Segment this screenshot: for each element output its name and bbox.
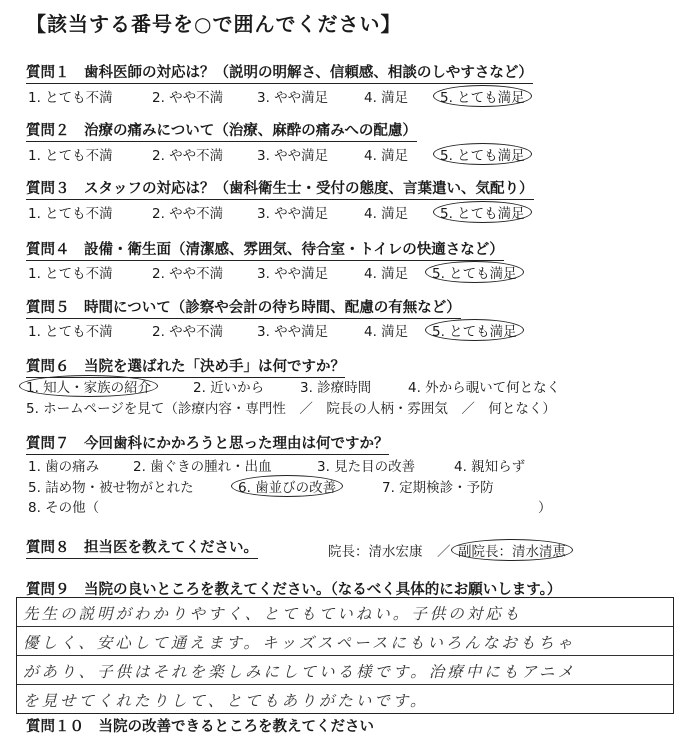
q7-option-6-circled: 6. 歯並びの改善	[231, 475, 343, 497]
q7-option-3: 3. 見た目の改善	[317, 459, 416, 475]
page-header: 【該当する番号を○で囲んでください】	[26, 12, 402, 36]
q3-option-3: 3. やや満足	[257, 206, 329, 222]
q7-option-2: 2. 歯ぐきの腫れ・出血	[133, 459, 272, 475]
q5-option-3: 3. やや満足	[257, 324, 329, 340]
q9-answer-line-1: 先生の説明がわかりやすく、とてもていねい。子供の対応も	[23, 605, 523, 623]
q8-separator: ／	[437, 544, 451, 560]
q4-option-3: 3. やや満足	[257, 266, 329, 282]
q4-option-1: 1. とても不満	[28, 266, 113, 282]
q3-option-5-circled: 5. とても満足	[433, 201, 532, 223]
q6-option-5: 5. ホームページを見て（診療内容・専門性 ／ 院長の人柄・雰囲気 ／ 何となく）	[26, 401, 556, 417]
q1-option-2: 2. やや不満	[152, 90, 224, 106]
q6-option-4: 4. 外から覗いて何となく	[408, 380, 561, 396]
q9-answer-box	[16, 597, 674, 714]
q4-title: 質問４ 設備・衛生面（清潔感、雰囲気、待合室・トイレの快適さなど）	[26, 238, 504, 261]
q6-option-1-circled: 1. 知人・家族の紹介	[19, 375, 158, 397]
q7-option-4: 4. 親知らず	[454, 459, 526, 475]
q9-ruled-line	[17, 626, 673, 627]
q8-title: 質問８ 担当医を教えてください。	[26, 536, 258, 559]
q6-title: 質問６ 当院を選ばれた「決め手」は何ですか？	[26, 355, 345, 378]
q2-option-5-circled: 5. とても満足	[433, 143, 532, 165]
q9-title: 質問９ 当院の良いところを教えてください。（なるべく具体的にお願いします。）	[26, 582, 562, 598]
q3-title: 質問３ スタッフの対応は？（歯科衛生士・受付の態度、言葉遣い、気配り）	[26, 177, 534, 200]
q7-option-5: 5. 詰め物・被せ物がとれた	[28, 480, 194, 496]
q9-answer-line-2: 優しく、安心して通えます。キッズスペースにもいろんなおもちゃ	[23, 634, 576, 652]
q3-option-2: 2. やや不満	[152, 206, 224, 222]
q2-title: 質問２ 治療の痛みについて（治療、麻酔の痛みへの配慮）	[26, 119, 417, 142]
q4-option-4: 4. 満足	[364, 266, 409, 282]
q9-answer-line-4: を見せてくれたりして、とてもありがたいです。	[23, 692, 429, 710]
q2-option-2: 2. やや不満	[152, 148, 224, 164]
q9-ruled-line	[17, 684, 673, 685]
q5-title: 質問５ 時間について（診察や会計の待ち時間、配慮の有無など）	[26, 296, 461, 319]
q4-option-5-circled: 5. とても満足	[425, 261, 524, 283]
q5-option-2: 2. やや不満	[152, 324, 224, 340]
q1-title: 質問１ 歯科医師の対応は？（説明の明解さ、信頼感、相談のしやすさなど）	[26, 61, 533, 84]
q5-option-4: 4. 満足	[364, 324, 409, 340]
q7-option-8-close: ）	[538, 500, 552, 516]
q1-option-4: 4. 満足	[364, 90, 409, 106]
q10-title: 質問１０ 当院の改善できるところを教えてください	[26, 719, 374, 735]
q8-option-2-circled: 副院長：清水清恵	[451, 539, 573, 561]
q1-option-3: 3. やや満足	[257, 90, 329, 106]
q1-option-5-circled: 5. とても満足	[433, 85, 532, 107]
q6-option-3: 3. 診療時間	[300, 380, 372, 396]
q6-option-2: 2. 近いから	[193, 380, 265, 396]
q2-option-4: 4. 満足	[364, 148, 409, 164]
q9-ruled-line	[17, 655, 673, 656]
q7-title: 質問７ 今回歯科にかかろうと思った理由は何ですか？	[26, 432, 389, 455]
q5-option-1: 1. とても不満	[28, 324, 113, 340]
q5-option-5-circled: 5. とても満足	[425, 319, 524, 341]
q7-option-8: 8. その他（	[28, 500, 100, 516]
q2-option-3: 3. やや満足	[257, 148, 329, 164]
q7-option-1: 1. 歯の痛み	[28, 459, 100, 475]
q3-option-4: 4. 満足	[364, 206, 409, 222]
q2-option-1: 1. とても不満	[28, 148, 113, 164]
q4-option-2: 2. やや不満	[152, 266, 224, 282]
q8-option-1: 院長：清水宏康	[328, 544, 423, 560]
q3-option-1: 1. とても不満	[28, 206, 113, 222]
q1-option-1: 1. とても不満	[28, 90, 113, 106]
q9-answer-line-3: があり、子供はそれを楽しみにしている様です。治療中にもアニメ	[23, 663, 576, 681]
q7-option-7: 7. 定期検診・予防	[382, 480, 494, 496]
